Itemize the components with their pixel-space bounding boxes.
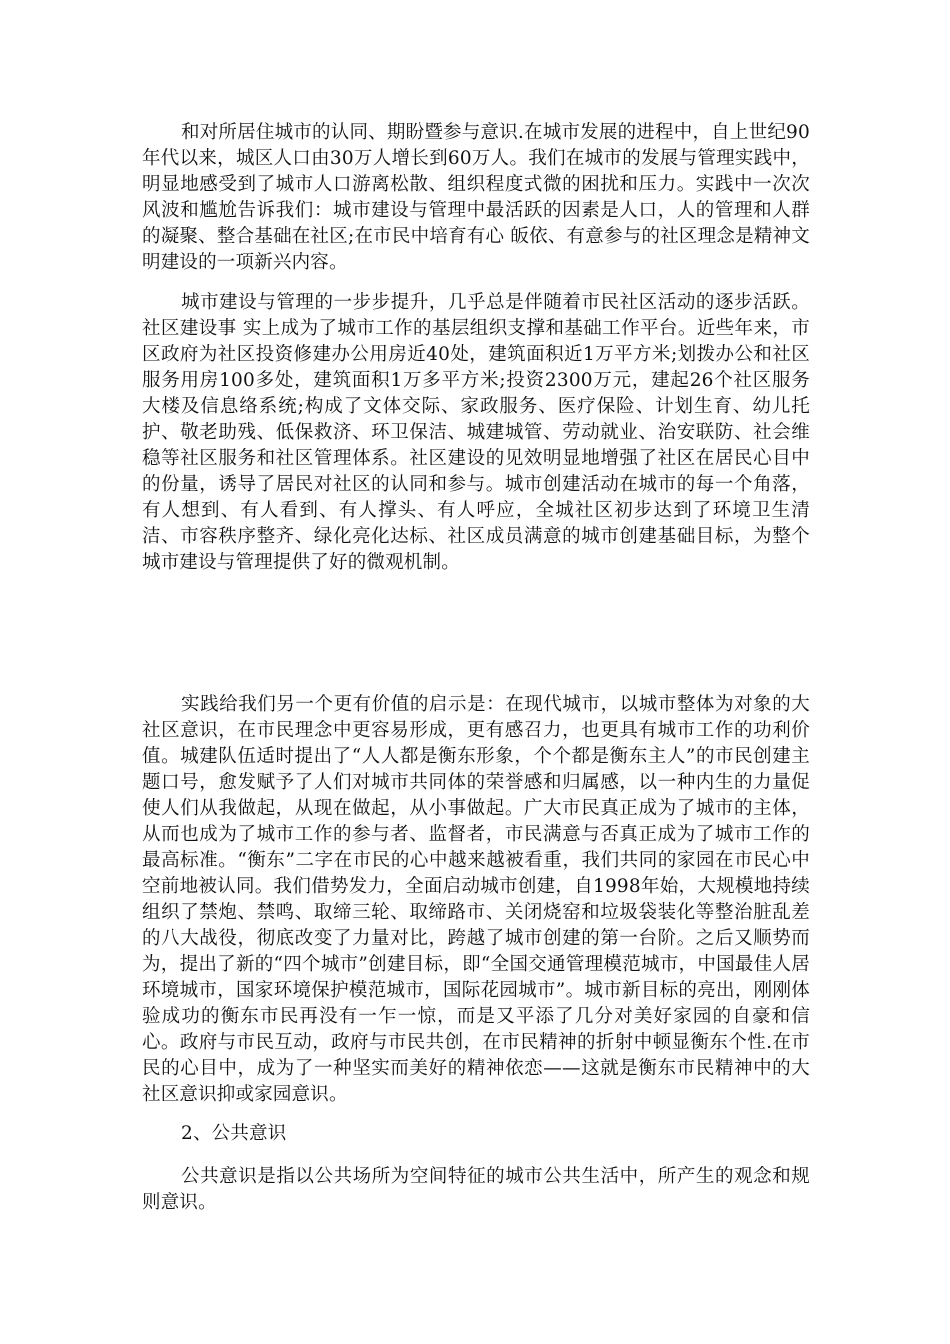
paragraph-community-building: 城市建设与管理的一步步提升，几乎总是伴随着市民社区活动的逐步活跃。社区建设事 实上成为了城市工作的基层组织支撑和基础工作平台。近些年来，市区政府为社区投资修建办公用房近40处，建筑面积近1万平方米;划拨办公和社区服务用房100多处，建筑面积1万多平方米;投资2300万元，建起26个社区服务大楼及信息络系统;构成了文体交际、家政服务、医疗保险、计划生育、幼儿托护、敬老助残、低保救济、环卫保洁、城建城管、劳动就业、治安联防、社会维稳等社区服务和社区管理体系。社区建设的见效明显地增强了社区在居民心目中的份量，诱导了居民对社区的认同和参与。城市创建活动在城市的每一个角落，有人想到、有人看到、有人撑头、有人呼应，全城社区初步达到了环境卫生清洁、市容秩序整齐、绿化亮化达标、社区成员满意的城市创建基础目标，为整个城市建设与管理提供了好的微观机制。 <box>142 292 810 573</box>
paragraph-public-awareness: 公共意识是指以公共场所为空间特征的城市公共生活中，所产生的观念和规则意识。 <box>142 1166 810 1213</box>
paragraph-big-community-awareness: 实践给我们另一个更有价值的启示是：在现代城市，以城市整体为对象的大社区意识，在市民理念中更容易形成，更有感召力，也更具有城市工作的功利价值。城建队伍适时提出了“人人都是衡东形象，个个都是衡东主人”的市民创建主题口号，愈发赋予了人们对城市共同体的荣誉感和归属感，以一种内生的力量促使人们从我做起，从现在做起，从小事做起。广大市民真正成为了城市的主体，从而也成为了城市工作的参与者、监督者，市民满意与否真正成为了城市工作的最高标准。“衡东”二字在市民的心中越来越被看重，我们共同的家园在市民心中空前地被认同。我们借势发力，全面启动城市创建，自1998年始，大规模地持续组织了禁炮、禁鸣、取缔三轮、取缔路市、关闭烧窑和垃圾袋装化等整治脏乱差的八大战役，彻底改变了力量对比，跨越了城市创建的第一台阶。之后又顺势而为，提出了新的“四个城市”创建目标，即“全国交通管理模范城市，中国最佳人居环境城市，国家环境保护模范城市，国际花园城市”。城市新目标的亮出，刚刚体验成功的衡东市民再没有一乍一惊，而是又平添了几分对美好家园的自豪和信心。政府与市民互动，政府与市民共创，在市民精神的折射中顿显衡东个性.在市民的心目中，成为了一种坚实而美好的精神依恋——这就是衡东市民精神中的大社区意识抑或家园意识。 <box>142 694 810 1105</box>
section-heading-public-awareness: 2、公共意识 <box>181 1123 287 1144</box>
paragraph-urban-identity: 和对所居住城市的认同、期盼暨参与意识.在城市发展的进程中，自上世纪90年代以来，城区人口由30万人增长到60万人。我们在城市的发展与管理实践中，明显地感受到了城市人口游离松散、组织程度式微的困扰和压力。实践中一次次风波和尴尬告诉我们：城市建设与管理中最活跃的因素是人口，人的管理和人群的凝聚、整合基础在社区;在市民中培育有心 皈依、有意参与的社区理念是精神文明建设的一项新兴内容。 <box>142 122 810 273</box>
